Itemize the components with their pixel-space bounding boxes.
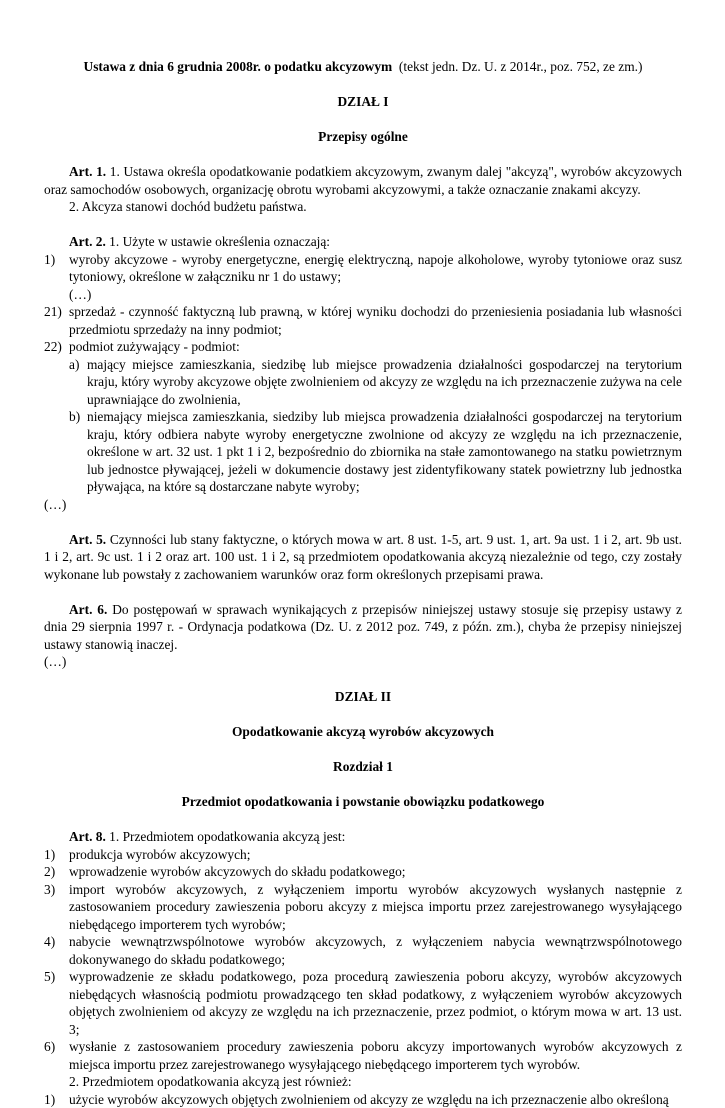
list-item (44, 846, 682, 864)
list-item (44, 303, 682, 338)
list-item (44, 286, 682, 304)
dzial-2-subtitle: Opodatkowanie akcyzą wyrobów akcyzowych (44, 723, 682, 741)
list-item (44, 968, 682, 1038)
item-number: 1) (44, 1091, 55, 1108)
art-5-para (44, 531, 682, 584)
item-text: wyprowadzenie ze składu podatkowego, poza procedurą zawieszenia poboru akcyzy, wyrobów akcyzowych niebędących własnością podmiotu prowadzącego ten skład podatkowy, z wyłączeniem wyrobów akcyzowych objętych zwolnieniem od akcyzy ze względu na ich przeznaczenie, przez podmiot, o którym mowa w art. 13 ust. 3; (69, 969, 682, 1037)
item-text: użycie wyrobów akcyzowych objętych zwolnieniem od akcyzy ze względu na ich przeznaczenie albo określoną (69, 1092, 669, 1107)
dzial-1-subtitle: Przepisy ogólne (44, 128, 682, 146)
dzial-2-heading: DZIAŁ II (44, 688, 682, 706)
item-text: (…) (69, 287, 91, 302)
art-2-intro-text: 1. Użyte w ustawie określenia oznaczają: (109, 234, 330, 249)
item-letter: b) (69, 408, 80, 426)
item-number: 21) (44, 303, 62, 321)
ellipsis: (…) (44, 496, 682, 514)
act-title: Ustawa z dnia 6 grudnia 2008r. o podatku akcyzowym (84, 59, 393, 74)
art-8-head: Art. 8. (69, 829, 106, 844)
item-letter: a) (69, 356, 79, 374)
rozdzial-1-heading: Rozdział 1 (44, 758, 682, 776)
list-item (44, 1038, 682, 1073)
art-2-intro (44, 233, 682, 251)
art-5-head: Art. 5. (69, 532, 106, 547)
art-2-head: Art. 2. (69, 234, 106, 249)
art-8-intro-text: 1. Przedmiotem opodatkowania akcyzą jest: (109, 829, 345, 844)
item-number: 2) (44, 863, 55, 881)
list-item (44, 933, 682, 968)
item-number: 4) (44, 933, 55, 951)
art-6-para (44, 601, 682, 654)
item-text: wprowadzenie wyrobów akcyzowych do składu podatkowego; (69, 864, 406, 879)
item-text: mający miejsce zamieszkania, siedzibę lub miejsce prowadzenia działalności gospodarczej na terytorium kraju, który wyroby akcyzowe objęte zwolnieniem od akcyzy ze względu na ich przeznaczenie zużywa na cele uprawniające do zwolnienia, (87, 357, 682, 407)
art-8-para-2: 2. Przedmiotem opodatkowania akcyzą jest również: (44, 1073, 682, 1091)
sub-list-item (44, 408, 682, 496)
item-text: wyroby akcyzowe - wyroby energetyczne, energię elektryczną, napoje alkoholowe, wyroby tytoniowe oraz susz tytoniowy, określone w załączniku nr 1 do ustawy; (69, 252, 682, 285)
art-5-text: Czynności lub stany faktyczne, o których mowa w art. 8 ust. 1-5, art. 9 ust. 1, art. 9a ust. 1 i 2, art. 9b ust. 1 i 2, art. 9c ust. 1 i 2 oraz art. 100 ust. 1 i 2, są przedmiotem opodatkowania akcyzą niezależnie od tego, czy zostały wykonane lub powstały z zachowaniem warunków oraz form określonych przepisami prawa. (44, 532, 682, 582)
item-text: niemający miejsca zamieszkania, siedziby lub miejsca prowadzenia działalności gospodarczej na terytorium kraju, który odbiera nabyte wyroby energetyczne zwolnione od akcyzy ze względu na ich przeznaczenie, określone w art. 32 ust. 1 pkt 1 i 2, bezpośrednio do zbiornika na stałe zamontowanego na statku powietrznym lub jednostce pływającej, jeżeli w dokumencie dostawy jest zidentyfikowany statek powietrzny lub jednostka pływająca, na które są dostarczane nabyte wyroby; (87, 409, 682, 494)
item-text: podmiot zużywający - podmiot: (69, 339, 240, 354)
item-number: 3) (44, 881, 55, 899)
art-6-head: Art. 6. (69, 602, 107, 617)
list-item (44, 1091, 682, 1108)
ellipsis: (…) (44, 653, 682, 671)
item-text: wysłanie z zastosowaniem procedury zawieszenia poboru akcyzy importowanych wyrobów akcyzowych z miejsca importu przez zarejestrowanego wysyłającego niebędącego importerem tych wyrobów. (69, 1039, 682, 1072)
dzial-1-heading: DZIAŁ I (44, 93, 682, 111)
art-1-head: Art. 1. (69, 164, 106, 179)
item-number: 1) (44, 846, 55, 864)
item-number: 22) (44, 338, 62, 356)
art-1-para-2: 2. Akcyza stanowi dochód budżetu państwa. (44, 198, 682, 216)
list-item (44, 881, 682, 934)
item-number: 1) (44, 251, 55, 269)
item-number: 6) (44, 1038, 55, 1056)
sub-list-item (44, 356, 682, 409)
document-title (44, 58, 682, 76)
item-text: sprzedaż - czynność faktyczną lub prawną, w której wyniku dochodzi do przeniesienia posiadania lub własności przedmiotu sprzedaży na inny podmiot; (69, 304, 682, 337)
rozdzial-1-title: Przedmiot opodatkowania i powstanie obowiązku podatkowego (44, 793, 682, 811)
list-item (44, 338, 682, 356)
item-text: produkcja wyrobów akcyzowych; (69, 847, 250, 862)
art-8-intro (44, 828, 682, 846)
item-text: import wyrobów akcyzowych, z wyłączeniem importu wyrobów akcyzowych wysłanych następnie z zastosowaniem procedury zawieszenia poboru akcyzy z miejsca importu przez zarejestrowanego wysyłającego niebędącego importerem tych wyrobów; (69, 882, 682, 932)
art-1-text: 1. Ustawa określa opodatkowanie podatkiem akcyzowym, zwanym dalej "akcyzą", wyrobów akcyzowych oraz samochodów osobowych, organizację obrotu wyrobami akcyzowymi, a także oznaczanie znakami akcyzy. (44, 164, 682, 197)
art-1-para-1 (44, 163, 682, 198)
list-item (44, 251, 682, 286)
act-citation: (tekst jedn. Dz. U. z 2014r., poz. 752, ze zm.) (399, 59, 643, 74)
item-text: nabycie wewnątrzwspólnotowe wyrobów akcyzowych, z wyłączeniem nabycia wewnątrzwspólnotowego dokonywanego do składu podatkowego; (69, 934, 682, 967)
art-6-text: Do postępowań w sprawach wynikających z przepisów niniejszej ustawy stosuje się przepisy ustawy z dnia 29 sierpnia 1997 r. - Ordynacja podatkowa (Dz. U. z 2012 poz. 749, z późn. zm.), chyba że przepisy niniejszej ustawy stanowią inaczej. (44, 602, 682, 652)
item-number: 5) (44, 968, 55, 986)
document-page (44, 58, 682, 1108)
list-item (44, 863, 682, 881)
